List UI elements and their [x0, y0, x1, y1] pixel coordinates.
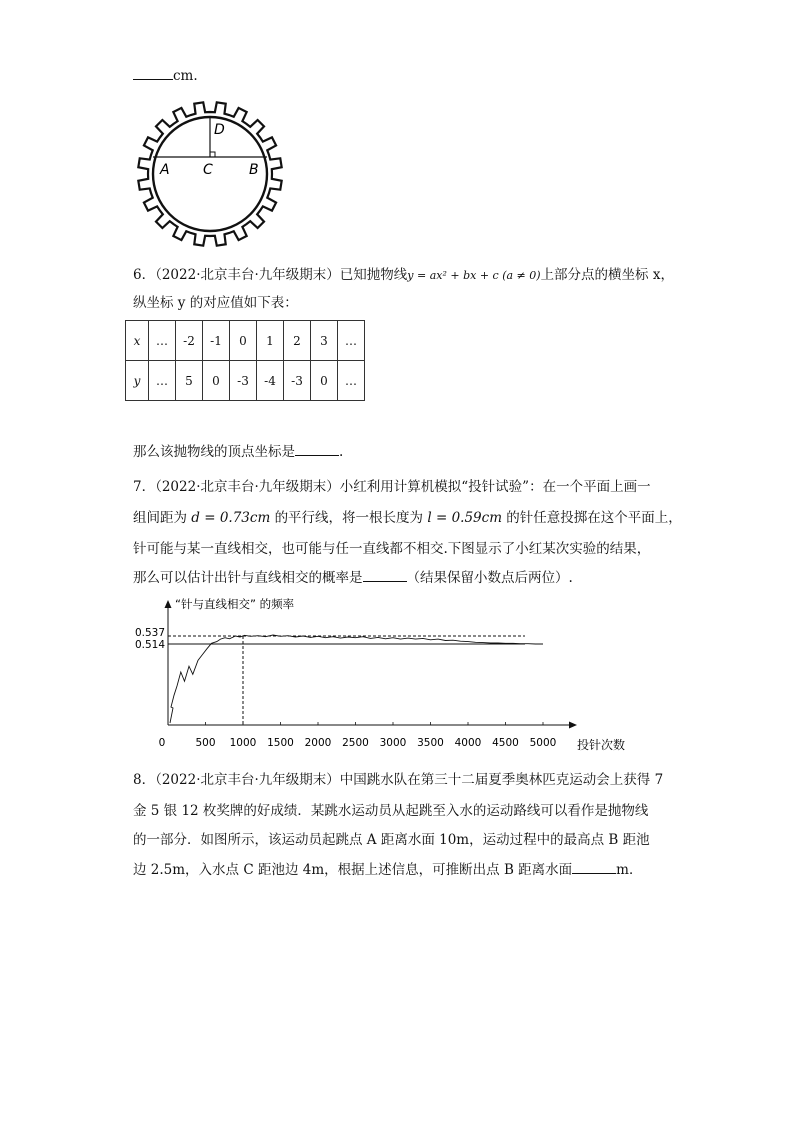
table-cell: …	[149, 321, 176, 361]
table-cell: 0	[230, 321, 257, 361]
table-cell: 5	[176, 361, 203, 401]
q5-answer-line	[133, 66, 198, 86]
frequency-line	[170, 635, 543, 723]
table-cell: 0	[311, 361, 338, 401]
label-a: A	[160, 162, 170, 178]
value-table	[125, 320, 365, 401]
q8-line1: 8．（2022·北京丰台·九年级期末）中国跳水队在第三十二届夏季奥林匹克运动会上获得 7	[133, 772, 664, 788]
q8-line3: 的一部分．如图所示，该运动员起跳点 A 距离水面 10m，运动过程中的最高点 B 距池	[133, 832, 650, 848]
x-tick-label: 2500	[342, 737, 369, 749]
q8-line4	[133, 860, 642, 880]
q6-stem: 6．（2022·北京丰台·九年级期末）已知抛物线	[133, 267, 408, 283]
label-b: B	[249, 162, 259, 178]
chart-title: “针与直线相交” 的频率	[175, 597, 295, 611]
table-cell: 3	[311, 321, 338, 361]
x-tick-label: 500	[195, 737, 216, 749]
right-angle-mark	[210, 152, 215, 157]
q7-length-value: l = 0.59cm	[427, 510, 502, 526]
q7-text: 的针任意投掷在这个平面上，	[506, 510, 682, 526]
q7-text: 那么可以估计出针与直线相交的概率是	[133, 570, 363, 586]
answer-blank[interactable]	[572, 860, 616, 874]
q8-line2: 金 5 银 12 枚奖牌的好成绩．某跳水运动员从起跳至入水的运动路线可以看作是抛物线	[133, 803, 649, 819]
x-tick-label: 1000	[229, 737, 257, 749]
table-cell: y	[126, 361, 149, 401]
x-tick-label: 4000	[454, 737, 482, 749]
q7-line3: 针可能与某一直线相交，也可能与任一直线都不相交.下图显示了小红某次实验的结果，	[133, 541, 651, 557]
q6-answer-prompt: 那么该抛物线的顶点坐标是	[133, 444, 295, 460]
q6-line1	[133, 265, 674, 286]
table-row	[126, 361, 365, 401]
table-cell: 1	[257, 321, 284, 361]
x-axis-arrow	[569, 722, 577, 729]
table-cell: x	[126, 321, 149, 361]
q5-unit: cm.	[173, 68, 198, 84]
table-cell: -4	[257, 361, 284, 401]
frequency-chart	[125, 596, 645, 758]
table-cell: -2	[176, 321, 203, 361]
x-tick-label: 0	[158, 737, 166, 749]
q6-formula: y = ax² + bx + c (a ≠ 0)	[407, 269, 541, 282]
x-tick-label: 2000	[304, 737, 332, 749]
label-c: C	[203, 162, 213, 178]
q7-line2	[133, 508, 682, 528]
answer-blank[interactable]	[133, 66, 173, 80]
q7-line4	[133, 568, 573, 588]
table-cell: 2	[284, 321, 311, 361]
x-axis-label: 投针次数	[577, 738, 626, 752]
x-tick-label: 1500	[267, 737, 294, 749]
table-cell: -3	[230, 361, 257, 401]
answer-blank[interactable]	[295, 442, 339, 456]
q7-text: 组间距为	[133, 510, 187, 526]
q7-spacing-value: d = 0.73cm	[191, 510, 271, 526]
table-cell: …	[338, 321, 365, 361]
table-row	[126, 321, 365, 361]
q7-line1: 7．（2022·北京丰台·九年级期末）小红利用计算机模拟“投针试验”：在一个平面上画一	[133, 479, 651, 495]
gear-figure	[136, 100, 284, 248]
answer-blank[interactable]	[363, 568, 407, 582]
y-tick-label: 0.537	[134, 627, 165, 639]
table-cell: 0	[203, 361, 230, 401]
x-tick-label: 3500	[417, 737, 444, 749]
x-tick-label: 3000	[379, 737, 407, 749]
x-tick-label: 5000	[529, 737, 557, 749]
q6-answer-end: .	[339, 444, 344, 460]
q7-text: 的平行线，将一根长度为	[274, 510, 424, 526]
label-d: D	[214, 122, 225, 138]
table-cell: …	[149, 361, 176, 401]
table-cell: …	[338, 361, 365, 401]
table-cell: -3	[284, 361, 311, 401]
q8-text: 边 2.5m，入水点 C 距池边 4m，根据上述信息，可推断出点 B 距离水面	[133, 862, 573, 878]
y-axis-arrow	[165, 600, 172, 608]
q6-line2: 纵坐标 y 的对应值如下表：	[133, 295, 298, 311]
q6-answer-line	[133, 442, 343, 462]
q6-stem-end: 上部分点的横坐标 x，	[540, 267, 674, 283]
table-cell: -1	[203, 321, 230, 361]
y-tick-label: 0.514	[134, 639, 165, 651]
q8-unit: m．	[616, 862, 643, 878]
q7-text: （结果保留小数点后两位）.	[406, 570, 573, 586]
x-tick-label: 4500	[492, 737, 519, 749]
